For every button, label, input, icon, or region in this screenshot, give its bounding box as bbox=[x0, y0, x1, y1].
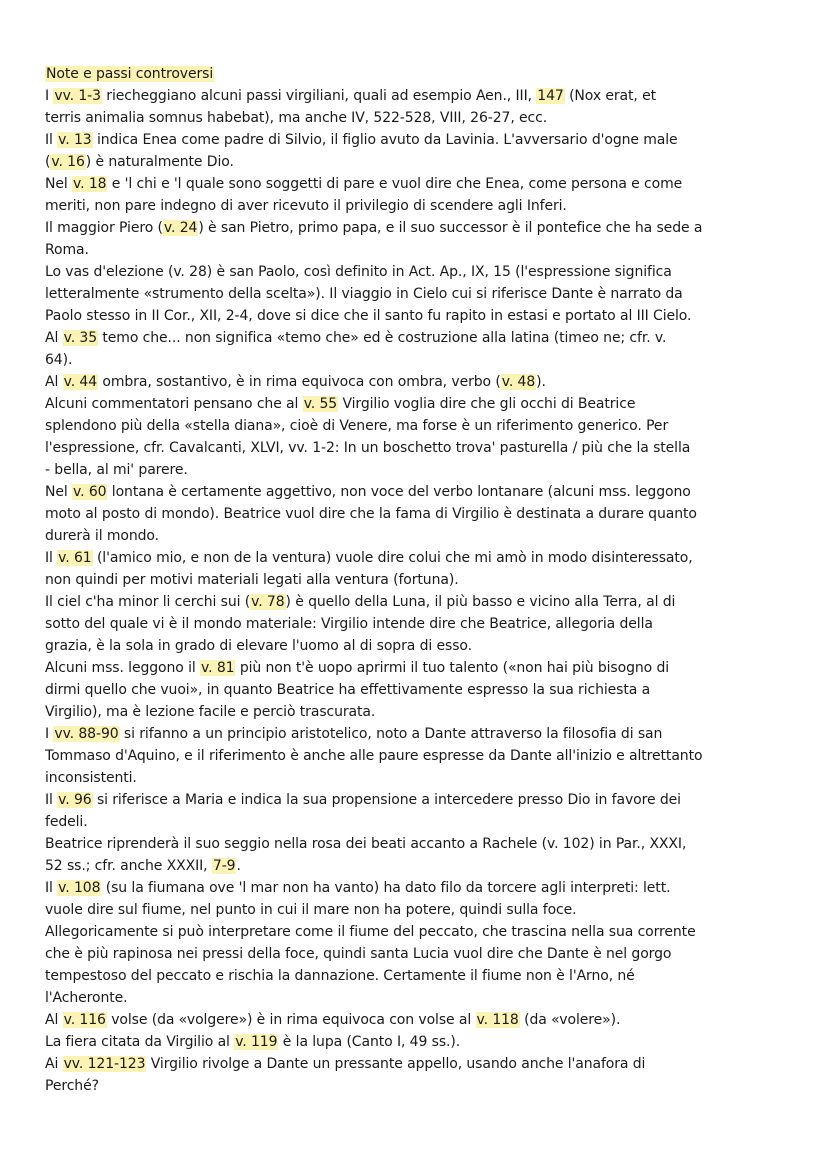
text-segment: è la lupa (Canto I, 49 ss.). bbox=[278, 1034, 461, 1050]
verse-reference-highlight: v. 44 bbox=[63, 374, 98, 390]
text-segment: Il bbox=[45, 792, 58, 808]
text-line bbox=[45, 921, 696, 943]
text-line bbox=[45, 789, 681, 811]
text-line bbox=[45, 195, 567, 217]
text-line bbox=[45, 1031, 460, 1053]
text-segment: fedeli. bbox=[45, 814, 88, 830]
text-line bbox=[45, 657, 669, 679]
verse-reference-highlight: v. 16 bbox=[51, 154, 85, 170]
text-segment: I bbox=[45, 88, 54, 104]
text-line bbox=[45, 569, 459, 591]
verse-reference-highlight: v. 108 bbox=[58, 880, 101, 896]
title-text: Note e passi controversi bbox=[46, 66, 214, 82]
text-segment: indica Enea come padre di Silvio, il figlio avuto da Lavinia. L'avversario d'ogne male bbox=[92, 132, 678, 148]
text-line bbox=[45, 151, 234, 173]
text-segment: ( bbox=[45, 154, 51, 170]
text-line bbox=[45, 327, 666, 349]
text-line bbox=[45, 283, 683, 305]
text-line bbox=[45, 415, 668, 437]
verse-reference-highlight: v. 24 bbox=[163, 220, 198, 236]
text-segment: letteralmente «strumento della scelta»). Il viaggio in Cielo cui si riferisce Dante è narrato da bbox=[45, 286, 683, 302]
text-line bbox=[45, 393, 635, 415]
text-line bbox=[45, 855, 241, 877]
text-line bbox=[45, 85, 656, 107]
verse-reference-highlight: 7-9 bbox=[212, 858, 236, 874]
text-segment: terris animalia somnus habebat), ma anche IV, 522-528, VIII, 26-27, ecc. bbox=[45, 110, 548, 126]
text-segment: ) è naturalmente Dio. bbox=[85, 154, 234, 170]
text-segment: Il bbox=[45, 880, 58, 896]
verse-reference-highlight: v. 35 bbox=[63, 330, 98, 346]
text-line bbox=[45, 877, 670, 899]
text-segment: grazia, è la sola in grado di elevare l'uomo al di sopra di esso. bbox=[45, 638, 472, 654]
text-segment: La fiera citata da Virgilio al bbox=[45, 1034, 235, 1050]
text-segment: Lo vas d'elezione (v. 28) è san Paolo, così definito in Act. Ap., IX, 15 (l'espressione significa bbox=[45, 264, 672, 280]
text-segment: Allegoricamente si può interpretare come il fiume del peccato, che trascina nella sua corrente bbox=[45, 924, 696, 940]
text-segment: vuole dire sul fiume, nel punto in cui il mare non ha potere, quindi sulla foce. bbox=[45, 902, 577, 918]
text-segment: ). bbox=[536, 374, 546, 390]
text-line bbox=[45, 261, 672, 283]
text-segment: ) è quello della Luna, il più basso e vicino alla Terra, al di bbox=[285, 594, 676, 610]
text-segment: Alcuni commentatori pensano che al bbox=[45, 396, 303, 412]
text-line bbox=[45, 811, 88, 833]
text-line bbox=[45, 745, 702, 767]
text-line bbox=[45, 1075, 99, 1097]
text-line bbox=[45, 679, 650, 701]
text-segment: 52 ss.; cfr. anche XXXII, bbox=[45, 858, 212, 874]
text-segment: Il maggior Piero ( bbox=[45, 220, 163, 236]
verse-reference-highlight: v. 48 bbox=[501, 374, 536, 390]
text-segment: Nel bbox=[45, 484, 73, 500]
text-segment: Beatrice riprenderà il suo seggio nella rosa dei beati accanto a Rachele (v. 102) in Par., XXXI, bbox=[45, 836, 687, 852]
text-segment: Tommaso d'Aquino, e il riferimento è anche alle paure espresse da Dante all'inizio e altrettanto bbox=[45, 748, 703, 764]
text-segment: l'Acheronte. bbox=[45, 990, 128, 1006]
verse-reference-highlight: v. 96 bbox=[58, 792, 92, 808]
text-line bbox=[45, 723, 662, 745]
text-line bbox=[45, 965, 635, 987]
text-line bbox=[45, 547, 693, 569]
text-line bbox=[45, 987, 128, 1009]
verse-reference-highlight: v. 116 bbox=[63, 1012, 106, 1028]
verse-reference-highlight: v. 61 bbox=[58, 550, 92, 566]
text-segment: I bbox=[45, 726, 54, 742]
text-segment: riecheggiano alcuni passi virgiliani, quali ad esempio Aen., III, bbox=[101, 88, 537, 104]
text-segment: Al bbox=[45, 1012, 63, 1028]
text-segment: non quindi per motivi materiali legati alla ventura (fortuna). bbox=[45, 572, 459, 588]
text-line bbox=[45, 107, 547, 129]
verse-reference-highlight: v. 119 bbox=[235, 1034, 278, 1050]
text-segment: l'espressione, cfr. Cavalcanti, XLVI, vv. 1-2: In un boschetto trova' pasturella / più che la stella bbox=[45, 440, 691, 456]
text-segment: sotto del quale vi è il mondo materiale: Virgilio intende dire che Beatrice, allegoria della bbox=[45, 616, 653, 632]
text-line bbox=[45, 173, 682, 195]
text-line bbox=[45, 1009, 620, 1031]
text-line bbox=[45, 943, 671, 965]
text-segment: si rifanno a un principio aristotelico, noto a Dante attraverso la filosofia di san bbox=[119, 726, 663, 742]
verse-reference-highlight: v. 13 bbox=[58, 132, 92, 148]
text-segment: Virgilio), ma è lezione facile e perciò trascurata. bbox=[45, 704, 376, 720]
text-segment: (da «volere»). bbox=[519, 1012, 621, 1028]
text-segment: temo che... non significa «temo che» ed è costruzione alla latina (timeo ne; cfr. v. bbox=[98, 330, 667, 346]
text-segment: Il bbox=[45, 550, 58, 566]
text-segment: - bella, al mi' parere. bbox=[45, 462, 188, 478]
text-segment: durerà il mondo. bbox=[45, 528, 159, 544]
text-segment: Virgilio rivolge a Dante un pressante appello, usando anche l'anafora di bbox=[146, 1056, 646, 1072]
text-segment: inconsistenti. bbox=[45, 770, 137, 786]
text-segment: Al bbox=[45, 330, 63, 346]
text-segment: Nel bbox=[45, 176, 73, 192]
text-segment: Roma. bbox=[45, 242, 89, 258]
text-segment: Al bbox=[45, 374, 63, 390]
text-line bbox=[45, 591, 675, 613]
text-line bbox=[45, 129, 678, 151]
text-segment: ) è san Pietro, primo papa, e il suo successor è il pontefice che ha sede a bbox=[198, 220, 703, 236]
text-segment: Virgilio voglia dire che gli occhi di Beatrice bbox=[338, 396, 636, 412]
text-line bbox=[45, 459, 188, 481]
text-segment: Il ciel c'ha minor li cerchi sui ( bbox=[45, 594, 251, 610]
verse-reference-highlight: vv. 1-3 bbox=[54, 88, 101, 104]
text-line bbox=[45, 349, 72, 371]
verse-reference-highlight: v. 118 bbox=[476, 1012, 519, 1028]
text-line bbox=[45, 767, 137, 789]
text-segment: (l'amico mio, e non de la ventura) vuole dire colui che mi amò in modo disinteressato, bbox=[92, 550, 693, 566]
text-line bbox=[45, 217, 702, 239]
verse-reference-highlight: v. 18 bbox=[73, 176, 107, 192]
text-segment: splendono più della «stella diana», cioè di Venere, ma forse è un riferimento generico. Per bbox=[45, 418, 669, 434]
verse-reference-highlight: 147 bbox=[537, 88, 564, 104]
verse-reference-highlight: vv. 121-123 bbox=[63, 1056, 146, 1072]
text-segment: . bbox=[236, 858, 241, 874]
text-segment: (Nox erat, et bbox=[564, 88, 657, 104]
text-line bbox=[45, 239, 89, 261]
text-line bbox=[45, 437, 690, 459]
text-segment: Ai bbox=[45, 1056, 63, 1072]
verse-reference-highlight: v. 78 bbox=[251, 594, 285, 610]
text-line bbox=[45, 503, 697, 525]
text-line bbox=[45, 833, 686, 855]
text-segment: volse (da «volgere») è in rima equivoca con volse al bbox=[106, 1012, 476, 1028]
text-line bbox=[45, 899, 577, 921]
text-segment: moto al posto di mondo). Beatrice vuol dire che la fama di Virgilio è destinata a durare quanto bbox=[45, 506, 697, 522]
text-segment: lontana è certamente aggettivo, non voce del verbo lontanare (alcuni mss. leggono bbox=[107, 484, 691, 500]
text-line bbox=[45, 481, 691, 503]
text-segment: Alcuni mss. leggono il bbox=[45, 660, 201, 676]
verse-reference-highlight: v. 81 bbox=[201, 660, 235, 676]
text-segment: si riferisce a Maria e indica la sua propensione a intercedere presso Dio in favore dei bbox=[92, 792, 681, 808]
text-line bbox=[45, 305, 691, 327]
text-segment: meriti, non pare indegno di aver ricevuto il privilegio di scendere agli Inferi. bbox=[45, 198, 567, 214]
text-segment: più non t'è uopo aprirmi il tuo talento («non hai più bisogno di bbox=[235, 660, 670, 676]
text-line bbox=[45, 371, 546, 393]
text-segment: 64). bbox=[45, 352, 73, 368]
text-segment: Perché? bbox=[45, 1078, 99, 1094]
text-segment: che è più rapinosa nei pressi della foce, quindi santa Lucia vuol dire che Dante è nel gorgo bbox=[45, 946, 672, 962]
text-line bbox=[45, 701, 375, 723]
verse-reference-highlight: v. 60 bbox=[73, 484, 107, 500]
text-segment: Paolo stesso in II Cor., XII, 2-4, dove si dice che il santo fu rapito in estasi e portato al III Cielo. bbox=[45, 308, 692, 324]
text-line bbox=[45, 1053, 645, 1075]
text-segment: e 'l chi e 'l quale sono soggetti di pare e vuol dire che Enea, come persona e come bbox=[107, 176, 683, 192]
text-line bbox=[45, 613, 653, 635]
text-line bbox=[45, 525, 159, 547]
text-segment: (su la fiumana ove 'l mar non ha vanto) ha dato filo da torcere agli interpreti: lett. bbox=[101, 880, 671, 896]
verse-reference-highlight: vv. 88-90 bbox=[54, 726, 119, 742]
text-segment: tempestoso del peccato e rischia la dannazione. Certamente il fiume non è l'Arno, né bbox=[45, 968, 635, 984]
text-segment: ombra, sostantivo, è in rima equivoca con ombra, verbo ( bbox=[98, 374, 501, 390]
page-title bbox=[45, 63, 214, 85]
verse-reference-highlight: v. 55 bbox=[303, 396, 338, 412]
text-line bbox=[45, 635, 472, 657]
text-segment: Il bbox=[45, 132, 58, 148]
text-segment: dirmi quello che vuoi», in quanto Beatrice ha effettivamente espresso la sua richiesta a bbox=[45, 682, 651, 698]
